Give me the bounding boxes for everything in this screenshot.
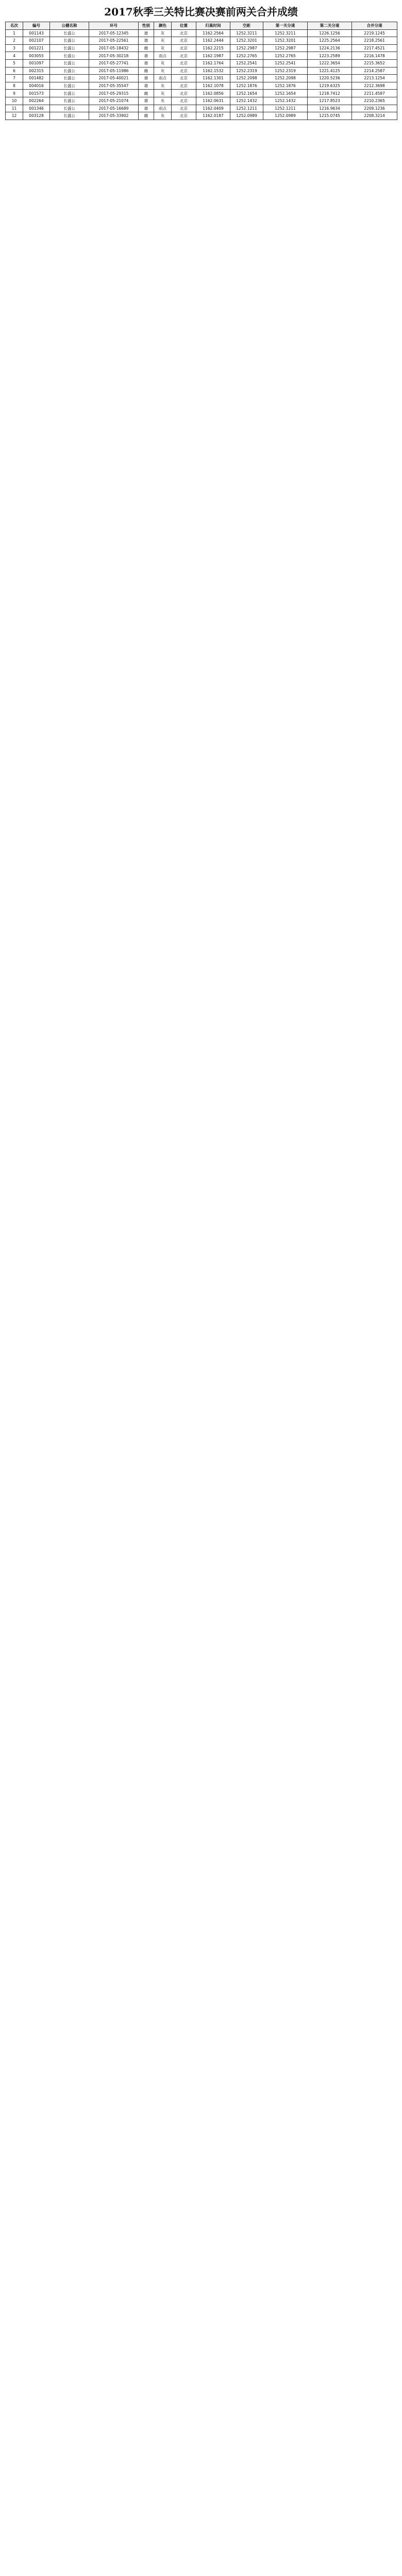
cell-loft-name: 长盛公 — [50, 82, 89, 90]
cell-speed-leg1: 1252.2541 — [263, 59, 308, 67]
cell-ring-number: 2017-05-35547 — [89, 82, 139, 90]
cell-arrival-time: 1162.1532 — [196, 67, 230, 75]
results-table-body — [6, 29, 397, 120]
table-row — [6, 29, 397, 37]
cell-rank: 3 — [6, 44, 23, 52]
cell-combined-speed: 2210.2365 — [352, 97, 397, 105]
cell-speed-leg1: 1252.3211 — [263, 29, 308, 37]
cell-bird-id: 003128 — [23, 112, 50, 120]
cell-bird-id: 001097 — [23, 59, 50, 67]
col-speed1-header: 第一关分速 — [263, 22, 308, 30]
cell-ring-number: 2017-05-11986 — [89, 67, 139, 75]
col-sex-header: 性别 — [139, 22, 154, 30]
cell-rank: 6 — [6, 67, 23, 75]
cell-bird-id: 001573 — [23, 90, 50, 97]
page-title: 2017秋季三关特比赛决赛前两关合并成绩 — [104, 6, 298, 18]
cell-sex: 雄 — [139, 52, 154, 60]
cell-rank: 11 — [6, 105, 23, 112]
cell-combined-speed: 2209.1236 — [352, 105, 397, 112]
cell-loft-name: 长盛公 — [50, 75, 89, 82]
cell-combined-speed: 2211.4587 — [352, 90, 397, 97]
cell-rank: 5 — [6, 59, 23, 67]
col-id-header: 编号 — [23, 22, 50, 30]
cell-ring-number: 2017-05-22561 — [89, 37, 139, 45]
cell-bird-id: 001346 — [23, 105, 50, 112]
cell-speed-leg1: 1252.2987 — [263, 44, 308, 52]
cell-location: 北京 — [172, 52, 196, 60]
cell-bird-id: 002264 — [23, 97, 50, 105]
cell-speed-leg1: 1252.1432 — [263, 97, 308, 105]
cell-bird-id: 003055 — [23, 52, 50, 60]
cell-sex: 雄 — [139, 82, 154, 90]
cell-distance: 1252.3211 — [230, 29, 263, 37]
cell-ring-number: 2017-05-29315 — [89, 90, 139, 97]
col-loft-header: 公棚名称 — [50, 22, 89, 30]
cell-color: 雨点 — [154, 75, 172, 82]
cell-sex: 雌 — [139, 90, 154, 97]
cell-speed-leg1: 1252.2765 — [263, 52, 308, 60]
cell-location: 北京 — [172, 82, 196, 90]
cell-distance: 1252.2098 — [230, 75, 263, 82]
cell-loft-name: 长盛公 — [50, 67, 89, 75]
table-row — [6, 105, 397, 112]
cell-speed-leg1: 1252.2098 — [263, 75, 308, 82]
cell-color: 灰 — [154, 112, 172, 120]
cell-loft-name: 长盛公 — [50, 105, 89, 112]
cell-ring-number: 2017-05-30218 — [89, 52, 139, 60]
cell-combined-speed: 2216.1478 — [352, 52, 397, 60]
cell-bird-id: 002315 — [23, 67, 50, 75]
cell-combined-speed: 2217.4521 — [352, 44, 397, 52]
table-row — [6, 52, 397, 60]
cell-speed-leg2: 1222.3654 — [308, 59, 352, 67]
cell-rank: 4 — [6, 52, 23, 60]
col-location-header: 位置 — [172, 22, 196, 30]
cell-distance: 1252.0989 — [230, 112, 263, 120]
cell-arrival-time: 1162.1078 — [196, 82, 230, 90]
cell-location: 北京 — [172, 67, 196, 75]
cell-distance: 1252.3201 — [230, 37, 263, 45]
cell-arrival-time: 1162.0409 — [196, 105, 230, 112]
cell-rank: 7 — [6, 75, 23, 82]
cell-speed-leg1: 1252.1211 — [263, 105, 308, 112]
cell-speed-leg1: 1252.1876 — [263, 82, 308, 90]
table-row — [6, 75, 397, 82]
cell-loft-name: 长盛公 — [50, 52, 89, 60]
cell-combined-speed: 2215.3652 — [352, 59, 397, 67]
cell-location: 北京 — [172, 97, 196, 105]
cell-speed-leg2: 1224.2136 — [308, 44, 352, 52]
cell-color: 雨点 — [154, 52, 172, 60]
cell-color: 灰 — [154, 29, 172, 37]
table-row — [6, 67, 397, 75]
cell-bird-id: 004016 — [23, 82, 50, 90]
cell-ring-number: 2017-05-12345 — [89, 29, 139, 37]
cell-ring-number: 2017-05-40021 — [89, 75, 139, 82]
cell-distance: 1252.1211 — [230, 105, 263, 112]
cell-combined-speed: 2213.1254 — [352, 75, 397, 82]
cell-location: 北京 — [172, 112, 196, 120]
cell-distance: 1252.1654 — [230, 90, 263, 97]
cell-combined-speed: 2212.3698 — [352, 82, 397, 90]
cell-speed-leg2: 1219.6325 — [308, 82, 352, 90]
cell-color: 灰 — [154, 59, 172, 67]
cell-ring-number: 2017-05-21074 — [89, 97, 139, 105]
results-table — [5, 22, 397, 120]
cell-rank: 12 — [6, 112, 23, 120]
col-speed2-header: 第二关分速 — [308, 22, 352, 30]
cell-rank: 10 — [6, 97, 23, 105]
cell-arrival-time: 1162.2215 — [196, 44, 230, 52]
cell-bird-id: 001143 — [23, 29, 50, 37]
cell-sex: 雄 — [139, 105, 154, 112]
table-row — [6, 90, 397, 97]
cell-sex: 雄 — [139, 97, 154, 105]
cell-sex: 雄 — [139, 75, 154, 82]
cell-rank: 2 — [6, 37, 23, 45]
cell-arrival-time: 1162.0631 — [196, 97, 230, 105]
table-header-row — [6, 22, 397, 30]
cell-distance: 1252.2541 — [230, 59, 263, 67]
cell-location: 北京 — [172, 59, 196, 67]
cell-ring-number: 2017-05-18432 — [89, 44, 139, 52]
cell-location: 北京 — [172, 37, 196, 45]
cell-arrival-time: 1162.1301 — [196, 75, 230, 82]
cell-speed-leg1: 1252.1654 — [263, 90, 308, 97]
table-row — [6, 112, 397, 120]
cell-speed-leg2: 1223.2589 — [308, 52, 352, 60]
cell-rank: 9 — [6, 90, 23, 97]
cell-color: 灰 — [154, 44, 172, 52]
cell-speed-leg1: 1252.3201 — [263, 37, 308, 45]
cell-sex: 雌 — [139, 44, 154, 52]
col-ring-header: 环号 — [89, 22, 139, 30]
cell-speed-leg2: 1220.5236 — [308, 75, 352, 82]
cell-sex: 雄 — [139, 59, 154, 67]
cell-ring-number: 2017-05-16689 — [89, 105, 139, 112]
cell-speed-leg2: 1215.0745 — [308, 112, 352, 120]
cell-sex: 雄 — [139, 37, 154, 45]
col-total-header: 合并分速 — [352, 22, 397, 30]
cell-loft-name: 长盛公 — [50, 90, 89, 97]
table-row — [6, 82, 397, 90]
cell-sex: 雌 — [139, 112, 154, 120]
cell-loft-name: 长盛公 — [50, 29, 89, 37]
col-distance-header: 空距 — [230, 22, 263, 30]
cell-distance: 1252.1432 — [230, 97, 263, 105]
cell-sex: 雌 — [139, 67, 154, 75]
col-rank-header: 名次 — [6, 22, 23, 30]
table-row — [6, 97, 397, 105]
cell-loft-name: 长盛公 — [50, 112, 89, 120]
cell-loft-name: 长盛公 — [50, 37, 89, 45]
cell-color: 灰 — [154, 97, 172, 105]
cell-speed-leg2: 1226.1256 — [308, 29, 352, 37]
cell-speed-leg2: 1217.8523 — [308, 97, 352, 105]
cell-location: 北京 — [172, 75, 196, 82]
table-row — [6, 44, 397, 52]
results-page — [5, 0, 397, 120]
table-row — [6, 37, 397, 45]
cell-bird-id: 002107 — [23, 37, 50, 45]
cell-loft-name: 长盛公 — [50, 59, 89, 67]
cell-location: 北京 — [172, 90, 196, 97]
cell-arrival-time: 1162.0187 — [196, 112, 230, 120]
cell-speed-leg1: 1252.2319 — [263, 67, 308, 75]
cell-loft-name: 长盛公 — [50, 44, 89, 52]
cell-bird-id: 001221 — [23, 44, 50, 52]
cell-color: 雨点 — [154, 105, 172, 112]
cell-combined-speed: 2208.3214 — [352, 112, 397, 120]
cell-location: 北京 — [172, 29, 196, 37]
cell-ring-number: 2017-05-33902 — [89, 112, 139, 120]
cell-combined-speed: 2219.1245 — [352, 29, 397, 37]
cell-distance: 1252.2765 — [230, 52, 263, 60]
cell-speed-leg2: 1216.9634 — [308, 105, 352, 112]
cell-arrival-time: 1162.1987 — [196, 52, 230, 60]
cell-arrival-time: 1162.0856 — [196, 90, 230, 97]
cell-distance: 1252.2319 — [230, 67, 263, 75]
cell-distance: 1252.2987 — [230, 44, 263, 52]
cell-color: 灰 — [154, 37, 172, 45]
cell-speed-leg1: 1252.0989 — [263, 112, 308, 120]
cell-rank: 1 — [6, 29, 23, 37]
cell-distance: 1252.1876 — [230, 82, 263, 90]
cell-sex: 雄 — [139, 29, 154, 37]
cell-speed-leg2: 1225.2564 — [308, 37, 352, 45]
cell-color: 灰 — [154, 82, 172, 90]
cell-color: 灰 — [154, 90, 172, 97]
cell-loft-name: 长盛公 — [50, 97, 89, 105]
cell-arrival-time: 1162.1764 — [196, 59, 230, 67]
table-row — [6, 59, 397, 67]
cell-location: 北京 — [172, 105, 196, 112]
cell-color: 灰 — [154, 67, 172, 75]
cell-arrival-time: 1162.2564 — [196, 29, 230, 37]
cell-ring-number: 2017-05-27741 — [89, 59, 139, 67]
cell-speed-leg2: 1221.4125 — [308, 67, 352, 75]
cell-combined-speed: 2214.2587 — [352, 67, 397, 75]
cell-arrival-time: 1162.2444 — [196, 37, 230, 45]
col-color-header: 颜色 — [154, 22, 172, 30]
col-arrival-header: 归巢时间 — [196, 22, 230, 30]
cell-combined-speed: 2218.2561 — [352, 37, 397, 45]
cell-rank: 8 — [6, 82, 23, 90]
cell-bird-id: 001482 — [23, 75, 50, 82]
cell-location: 北京 — [172, 44, 196, 52]
cell-speed-leg2: 1218.7412 — [308, 90, 352, 97]
